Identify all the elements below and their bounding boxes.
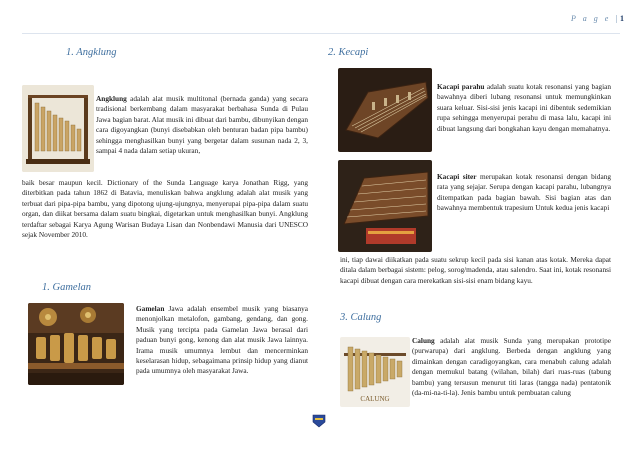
angklung-heading: 1. Angklung (66, 47, 117, 58)
angklung-text-full: baik besar maupun kecil. Dictionary of the Sunda Language karya Jonathan Rigg, yang diterbitkan pada tahun 1862 di Batavia, menuliskan bahwa angklung adalah alat musik yang terbuat dari pipa-pipa bambu, yang dipotong ujung-ujungnya, menyerupai pipa-pipa dalam suatu organ, dan diikat bersama dalam suatu bingkai, digetarkan untuk menghasilkan bunyi. Angklung terdaftar sebagai Karya Agung Warisan Budaya Lisan dan Nonbendawi Manusia dari UNESCO sejak November 2010. (22, 178, 308, 240)
kacapi-siter-desc: merupakan kotak resonansi dengan bidang rata yang sejajar. Serupa dengan kacapi parahu, lubangnya ditempatkan pada bagian bawah. Sisi bagian atas dan bawahnya membentuk trapesium Untuk kedua jenis kacapi (437, 172, 611, 213)
kacapi-siter-text-full: ini, tiap dawai diikatkan pada suatu sekrup kecil pada sisi kanan atas kotak. Mereka dapat ditala dalam berbagai sistem: pelog, sorog/madenda, atau salendro. Saat ini, kotak resonansi kacapi dibuat dengan cara merekatkan sisi-sisi enam bidang kayu. (340, 255, 611, 285)
kacapi-siter-term: Kacapi siter (437, 172, 477, 181)
emblem-icon (312, 414, 326, 428)
calung-heading: 3. Calung (340, 312, 382, 323)
gamelan-term: Gamelan (136, 304, 165, 313)
angklung-image (22, 85, 94, 172)
kacapi-siter-image (338, 160, 432, 252)
header-divider (22, 33, 620, 34)
gamelan-desc: Jawa adalah ensembel musik yang biasanya menonjolkan metalofon, gambang, gendang, dan gong. Musik yang tercipta pada Gamelan Jawa berasal dari paduan bunyi gong, kenong dan alat musik Jawa lainnya. Irama musik umumnya lembut dan mencerminkan keselarasan hidup, sebagaimana prinsip hidup yang dianut pada umumnya oleh masyarakat Jawa. (136, 304, 308, 376)
angklung-text-beside (96, 94, 308, 156)
page-number: 1 (620, 14, 624, 23)
kacapi-parahu-term: Kacapi parahu (437, 82, 485, 91)
kecapi-heading: 2. Kecapi (328, 47, 369, 58)
calung-image (340, 337, 410, 407)
kacapi-parahu-text (437, 82, 611, 134)
calung-desc: adalah alat musik Sunda yang merupakan prototipe (purwarupa) dari angklung. Berbeda dengan angklung yang dimainkan dengan caradigoyangkan, cara menabuh calung adalah dengan memukul batang (wilahan, bilah) dari ruas-ruas (tabung bambu) yang tersusun menurut titi laras (tangga nada) pentatonik (da-mi-na-ti-la). Jenis bambu untuk pembuatan calung (412, 336, 611, 398)
kacapi-parahu-image (338, 68, 432, 152)
calung-text (412, 336, 611, 398)
kacapi-siter-text-beside (437, 172, 611, 214)
calung-caption: CALUNG (360, 395, 390, 403)
gamelan-image (28, 303, 124, 385)
angklung-term: Angklung (96, 94, 127, 103)
calung-term: Calung (412, 336, 435, 345)
gamelan-heading: 1. Gamelan (42, 282, 91, 293)
page-label: P a g e | (571, 14, 620, 23)
gamelan-text (136, 304, 308, 377)
kacapi-parahu-desc: adalah suatu kotak resonansi yang bagian bawahnya diberi lubang resonansi untuk memungkinkan suara keluar. Sisi-sisi jenis kacapi ini dibentuk sedemikian rupa sehingga menyerupai perahu di masa lalu, kacapi ini dibuat langsung dari bongkahan kayu dengan memahatnya. (437, 82, 611, 133)
angklung-desc: adalah alat musik multitonal (bernada ganda) yang secara tradisional berkembang dalam masyarakat berbahasa Sunda di Pulau Jawa bagian barat. Alat musik ini dibuat dari bambu, dibunyikan dengan cara digoyangkan (bunyi disebabkan oleh benturan badan pipa bambu) sehingga menghasilkan bunyi yang bergetar dalam susunan nada 2, 3, sampai 4 nada dalam setiap ukuran, (96, 94, 308, 156)
page-header (571, 14, 624, 23)
